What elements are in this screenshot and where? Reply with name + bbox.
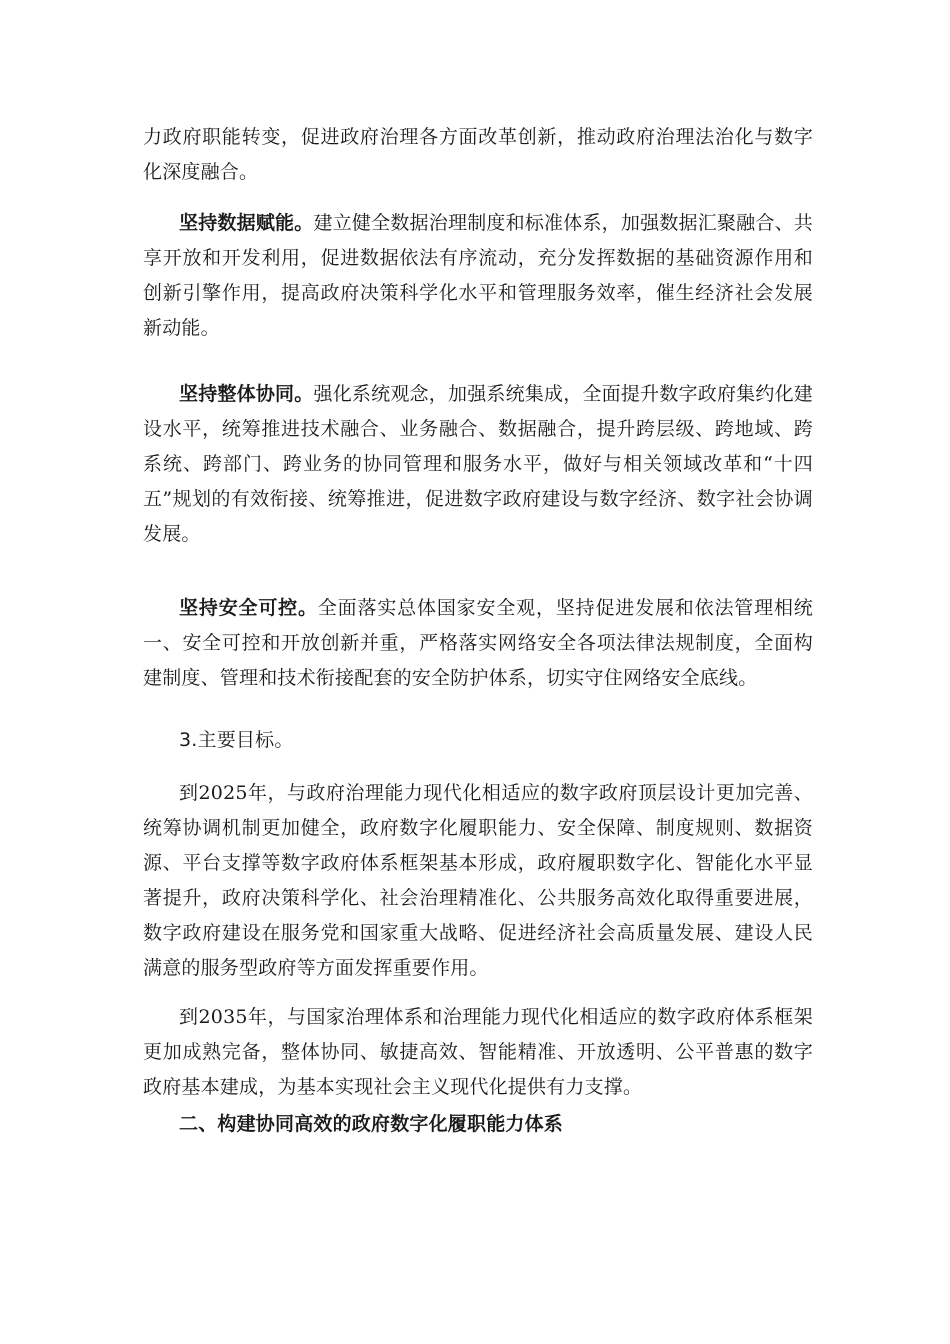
paragraph-goal-2035: 到2035年，与国家治理体系和治理能力现代化相适应的数字政府体系框架更加成熟完备，整体协同、敏捷高效、智能精准、开放透明、公平普惠的数字政府基本建成，为基本实现社会主义现代化提供有力支撑。 (143, 1006, 813, 1098)
paragraph-body: 全面落实总体国家安全观，坚持促进发展和依法管理相统一、安全可控和开放创新并重，严格落实网络安全各项法律法规制度，全面构建制度、管理和技术衔接配套的安全防护体系，切实守住网络安全底线。 (143, 597, 813, 689)
section-heading-main-goals: 3.主要目标。 (179, 729, 294, 751)
paragraph-security-control (143, 591, 813, 696)
paragraph-lead: 坚持安全可控。 (179, 597, 318, 619)
section-heading-chapter-two: 二、构建协同高效的政府数字化履职能力体系 (179, 1113, 564, 1135)
paragraph-body: 建立健全数据治理制度和标准体系，加强数据汇聚融合、共享开放和开发利用，促进数据依法有序流动，充分发挥数据的基础资源作用和创新引擎作用，提高政府决策科学化水平和管理服务效率，催生经济社会发展新动能。 (143, 212, 814, 339)
paragraph-lead: 坚持数据赋能。 (179, 212, 314, 234)
paragraph-continuation: 力政府职能转变，促进政府治理各方面改革创新，推动政府治理法治化与数字化深度融合。 (143, 126, 813, 183)
paragraph-data-empowerment (143, 206, 813, 346)
paragraph-goal-2025: 到2025年，与政府治理能力现代化相适应的数字政府顶层设计更加完善、统筹协调机制更加健全，政府数字化履职能力、安全保障、制度规则、数据资源、平台支撑等数字政府体系框架基本形成，政府履职数字化、智能化水平显著提升，政府决策科学化、社会治理精准化、公共服务高效化取得重要进展，数字政府建设在服务党和国家重大战略、促进经济社会高质量发展、建设人民满意的服务型政府等方面发挥重要作用。 (143, 782, 813, 979)
paragraph-lead: 坚持整体协同。 (179, 383, 314, 405)
paragraph-overall-coordination (143, 377, 813, 552)
paragraph-body: 强化系统观念，加强系统集成，全面提升数字政府集约化建设水平，统筹推进技术融合、业务融合、数据融合，提升跨层级、跨地域、跨系统、跨部门、跨业务的协同管理和服务水平，做好与相关领域改革和“十四五”规划的有效衔接、统筹推进，促进数字政府建设与数字经济、数字社会协调发展。 (143, 383, 814, 545)
